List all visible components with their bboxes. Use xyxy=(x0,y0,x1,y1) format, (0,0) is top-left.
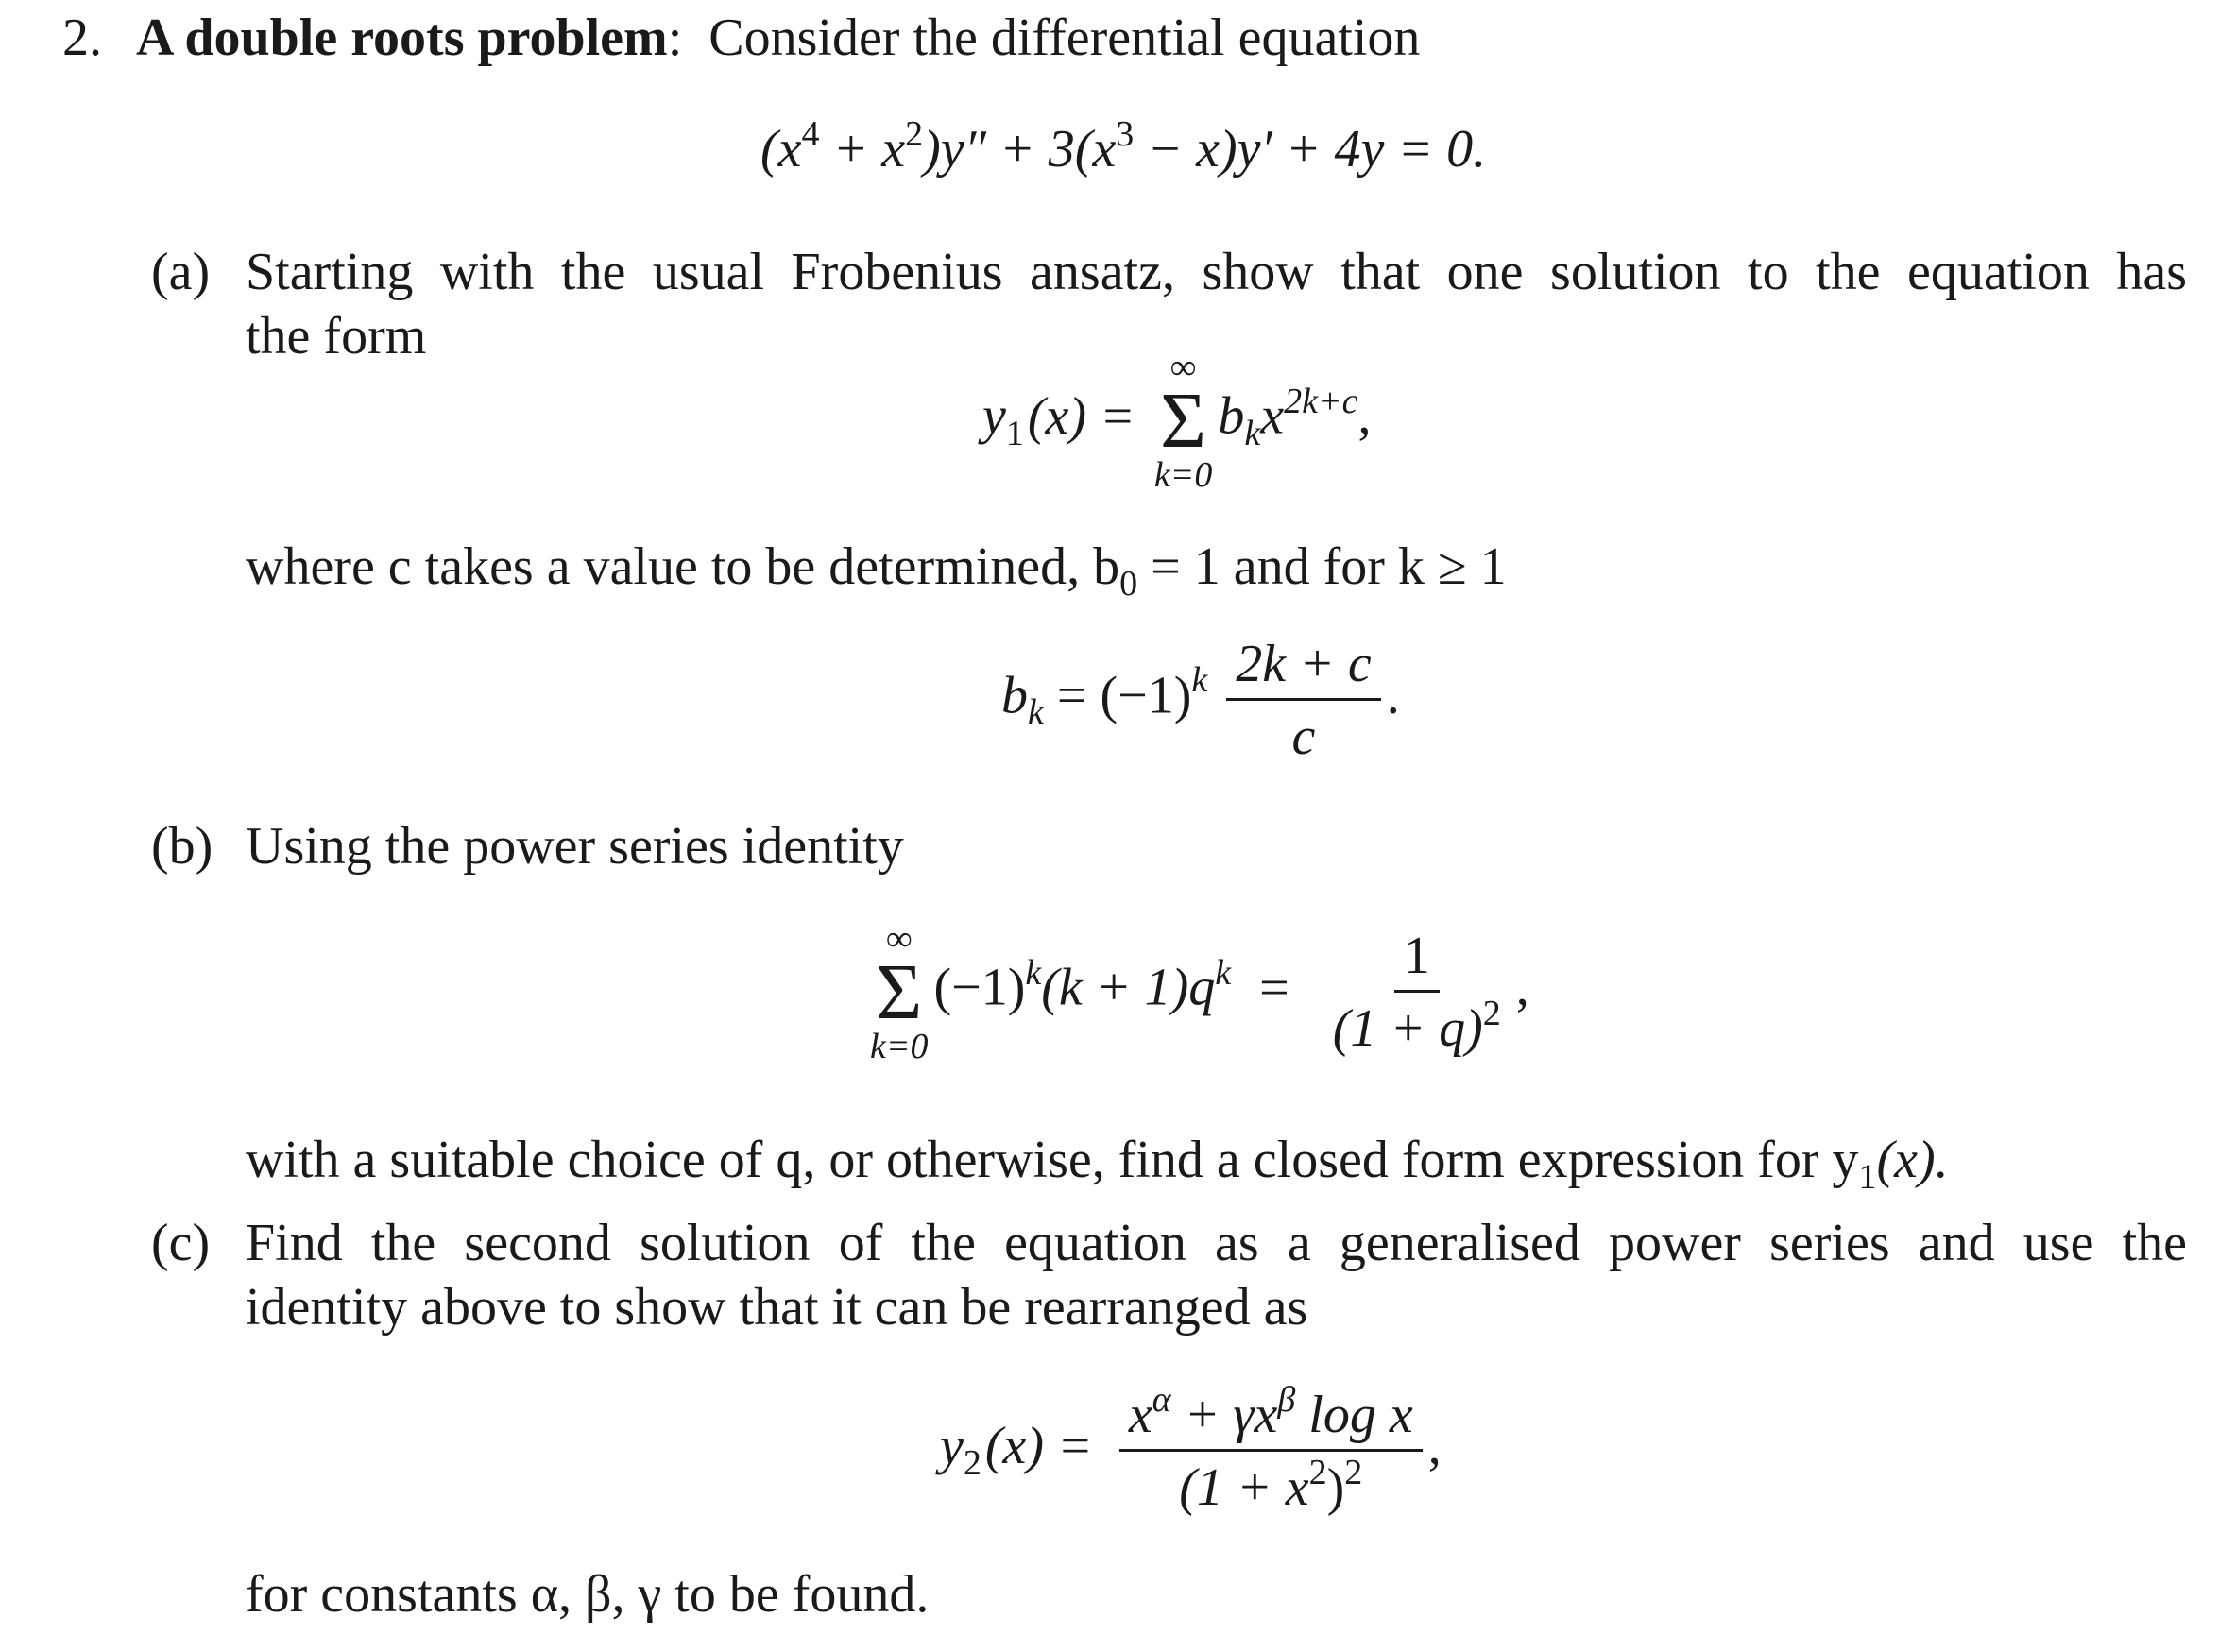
term-comma: , xyxy=(1357,386,1372,446)
eq-exp-2: 2 xyxy=(905,114,924,154)
bk-numerator: 2k + c xyxy=(1226,638,1381,701)
y2-num-mid: + γx xyxy=(1170,1386,1278,1444)
identity-fraction xyxy=(1323,927,1511,1059)
sum-lower-b: k=0 xyxy=(870,1026,929,1066)
part-a-where-line xyxy=(246,537,1507,604)
part-a-line1: Starting with the usual Frobenius ansatz, show that one solution to the equation has xyxy=(246,243,2187,301)
y2-numerator xyxy=(1119,1380,1423,1452)
bk-denominator: c xyxy=(1291,707,1316,766)
eq-exp-3: 3 xyxy=(1116,114,1135,154)
sum-upper-b: ∞ xyxy=(886,919,913,959)
part-b-line1: Using the power series identity xyxy=(246,817,904,876)
y2-den-a: (1 + x xyxy=(1179,1458,1309,1517)
identity-exp-1: k xyxy=(1025,952,1042,993)
identity-exp-2: k xyxy=(1215,952,1232,993)
y2-fraction xyxy=(1119,1380,1423,1517)
eq-part-2: + x xyxy=(819,120,906,179)
y2-den-exp: 2 xyxy=(1308,1453,1327,1492)
y2-denominator xyxy=(1169,1452,1372,1517)
eq-part-4: − x)y′ + 4y = 0. xyxy=(1134,120,1487,179)
identity-lhs: (−1) xyxy=(933,958,1026,1017)
y1-subscript: 1 xyxy=(1005,413,1024,453)
term-b: b xyxy=(1218,386,1245,446)
bk-fraction xyxy=(1226,635,1381,766)
y1-symbol: y xyxy=(982,386,1006,446)
sum-lower-a: k=0 xyxy=(1153,454,1213,495)
part-c-line3: for constants α, β, γ to be found. xyxy=(246,1565,930,1624)
title-colon: : xyxy=(667,9,683,67)
identity-denominator xyxy=(1323,993,1511,1059)
problem-title: A double roots problem xyxy=(136,9,668,67)
eq-part-3: )y″ + 3(x xyxy=(923,120,1117,179)
part-c-label: (c) xyxy=(151,1214,211,1272)
identity-equals: = xyxy=(1246,958,1289,1017)
term-b-sub: k xyxy=(1244,413,1261,453)
y2-num-x: x xyxy=(1128,1386,1152,1444)
part-a-line2: the form xyxy=(246,307,427,366)
part-c-line1: Find the second solution of the equation as a generalised power series and use the xyxy=(246,1214,2187,1272)
problem-intro: Consider the differential equation xyxy=(708,9,1421,67)
bk-symbol: b xyxy=(1001,666,1028,725)
where-text: where c takes a value to be determined, b xyxy=(246,537,1120,596)
identity-comma: , xyxy=(1515,958,1529,1017)
y2-num-log: log x xyxy=(1295,1386,1413,1444)
term-x: x xyxy=(1260,386,1285,446)
bk-equals: = (−1) xyxy=(1043,666,1192,725)
identity-mid: (k + 1)q xyxy=(1041,958,1216,1017)
bk-exponent: k xyxy=(1191,660,1208,701)
part-b-line2-sub: 1 xyxy=(1858,1157,1877,1197)
part-b-label: (b) xyxy=(151,817,213,876)
y1-series-equation xyxy=(982,349,1371,493)
sigma-a: Σ xyxy=(1160,377,1207,465)
problem-number: 2. xyxy=(62,9,102,67)
main-equation xyxy=(760,114,1487,179)
identity-den-exp: 2 xyxy=(1482,994,1501,1034)
eq-part-1: (x xyxy=(760,120,802,179)
y1-argument: (x) = xyxy=(1027,386,1135,446)
part-a-label: (a) xyxy=(151,243,211,301)
y2-comma: , xyxy=(1427,1417,1442,1476)
sum-operator-b xyxy=(870,921,929,1064)
y2-den-exp2: 2 xyxy=(1344,1453,1363,1492)
y2-num-beta: β xyxy=(1277,1380,1296,1420)
power-series-identity xyxy=(864,921,1529,1064)
bk-equation xyxy=(1001,635,1400,766)
y2-symbol: y xyxy=(940,1417,964,1476)
y2-den-b: ) xyxy=(1326,1458,1345,1517)
sum-upper-a: ∞ xyxy=(1170,348,1197,387)
part-b-line2 xyxy=(246,1131,1949,1197)
sigma-b: Σ xyxy=(876,948,923,1036)
term-exponent: 2k+c xyxy=(1284,381,1358,421)
identity-den-text: (1 + q) xyxy=(1332,999,1483,1059)
y2-argument: (x) = xyxy=(984,1417,1093,1476)
where-sub: 0 xyxy=(1119,564,1138,604)
where-rest: = 1 and for k ≥ 1 xyxy=(1137,537,1507,596)
y2-subscript: 2 xyxy=(963,1443,981,1484)
eq-exp-4: 4 xyxy=(801,114,820,154)
problem-heading xyxy=(62,9,1421,67)
y2-num-alpha: α xyxy=(1152,1380,1171,1420)
part-c-line2: identity above to show that it can be rearranged as xyxy=(246,1278,1308,1337)
part-b-line2-text: with a suitable choice of q, or otherwise, find a closed form expression for y xyxy=(246,1131,1859,1189)
bk-period: . xyxy=(1386,666,1400,725)
sum-operator-a xyxy=(1154,349,1213,493)
y2-equation xyxy=(940,1380,1442,1517)
bk-sub: k xyxy=(1028,692,1044,733)
identity-numerator: 1 xyxy=(1394,929,1440,993)
part-b-line2-end: (x). xyxy=(1876,1131,1949,1189)
